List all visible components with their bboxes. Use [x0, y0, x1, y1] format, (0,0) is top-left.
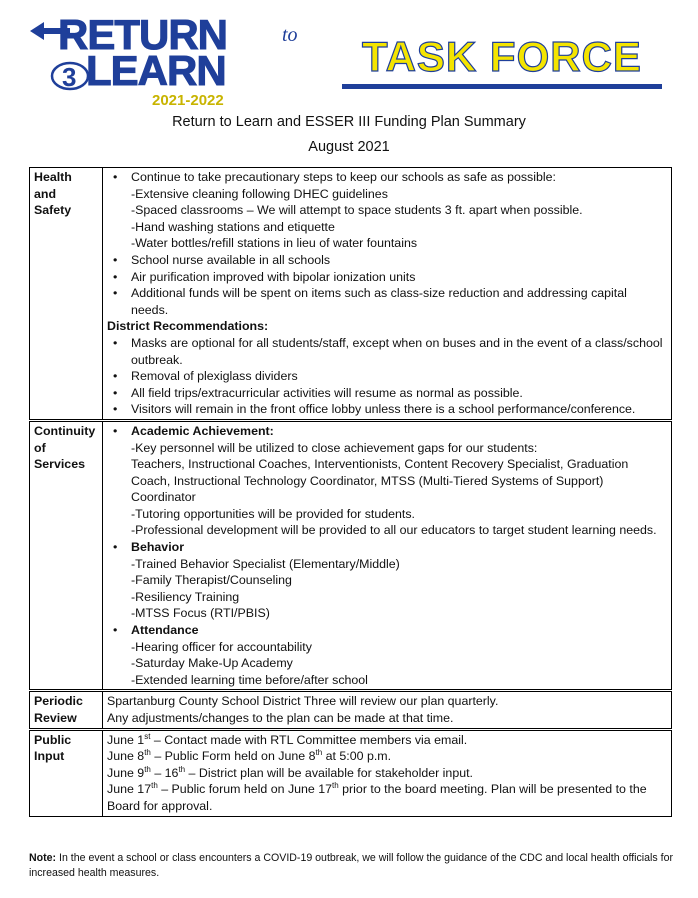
- academic-achievement-item: • Academic Achievement: -Key personnel will be utilized to close achievement gaps for our students: Teachers, Instructional Coaches, Interventionists, Content Recovery Specialist, Graduation Coach, Instructional Technology Coordinator, MTSS (Multi-Tiered Systems of Support) Coordinator -Tutoring opportunities will be provided for students. -Professional development will be provided to all our educators to target student learning needs.: [107, 423, 667, 539]
- sub-item: -Hand washing stations and etiquette: [131, 219, 335, 234]
- logo-learn-text: LEARN: [86, 47, 226, 94]
- continuity-row: [30, 420, 672, 691]
- sub-item: -Water bottles/refill stations in lieu of water fountains: [131, 236, 418, 251]
- public-input-line: June 8th – Public Form held on June 8th at 5:00 p.m.: [107, 748, 392, 764]
- sub-item: -Extended learning time before/after school: [131, 672, 368, 687]
- public-input-line: June 17th – Public forum held on June 17th prior to the board meeting. Plan will be presented to the Board for approval.: [107, 781, 647, 813]
- periodic-line: Any adjustments/changes to the plan can be made at that time.: [107, 711, 454, 725]
- sub-item: -Saturday Make-Up Academy: [131, 656, 293, 671]
- public-input-label: Public Input: [30, 729, 103, 816]
- health-safety-label: Health and Safety: [30, 168, 103, 421]
- sub-item: -Extensive cleaning following DHEC guidelines: [131, 186, 388, 201]
- sub-item: -Hearing officer for accountability: [131, 639, 312, 654]
- plan-summary-table: [29, 167, 672, 817]
- logo-year: 2021-2022: [152, 92, 224, 109]
- sub-item: -Tutoring opportunities will be provided for students.: [131, 506, 415, 521]
- health-safety-row: [30, 168, 672, 421]
- swoosh-3-icon: [50, 54, 90, 94]
- task-force-logo: TASK FORCE: [362, 33, 642, 80]
- recommendation-item: • All field trips/extracurricular activities will resume as normal as possible.: [107, 385, 667, 402]
- recommendation-item: • Removal of plexiglass dividers: [107, 368, 667, 385]
- health-bullet-funds: • Additional funds will be spent on items such as class-size reduction and addressing capital needs.: [107, 285, 667, 318]
- task-force-underline: [342, 84, 662, 89]
- document-date: August 2021: [308, 139, 390, 155]
- sub-item: -Professional development will be provided to all our educators to target student learning needs.: [131, 523, 657, 538]
- return-to-learn-logo: [30, 4, 320, 112]
- footer-note: Note: In the event a school or class encounters a COVID-19 outbreak, we will follow the guidance of the CDC and local health officials for increased health measures.: [29, 852, 674, 879]
- health-bullet-air: • Air purification improved with bipolar ionization units: [107, 269, 667, 286]
- logo-return-text: RETURN: [58, 11, 227, 58]
- continuity-content: [103, 420, 672, 691]
- sub-item: Teachers, Instructional Coaches, Interventionists, Content Recovery Specialist, Graduation Coach, Instructional Technology Coordinator, MTSS (Multi-Tiered Systems of Support) Coordinator: [131, 457, 629, 505]
- sub-item: -Key personnel will be utilized to close achievement gaps for our students:: [131, 440, 538, 455]
- sub-item: -Spaced classrooms – We will attempt to space students 3 ft. apart when possible.: [131, 203, 583, 218]
- periodic-review-row: [30, 691, 672, 729]
- health-safety-content: [103, 168, 672, 421]
- periodic-review-content: [103, 691, 672, 729]
- sub-item: -Trained Behavior Specialist (Elementary/Middle): [131, 556, 400, 571]
- public-input-content: [103, 729, 672, 816]
- sub-item: -MTSS Focus (RTI/PBIS): [131, 606, 270, 621]
- sub-item: -Family Therapist/Counseling: [131, 573, 292, 588]
- health-bullet-nurse: • School nurse available in all schools: [107, 252, 667, 269]
- health-bullet-precautions: • Continue to take precautionary steps to keep our schools as safe as possible: -Extensive cleaning following DHEC guidelines -Spaced classrooms – We will attempt to space students 3 ft. apart when possible. -Hand washing stations and etiquette -Water bottles/refill stations in lieu of water fountains: [107, 169, 667, 252]
- public-input-line: June 9th – 16th – District plan will be available for stakeholder input.: [107, 764, 473, 780]
- attendance-item: • Attendance -Hearing officer for accountability -Saturday Make-Up Academy -Extended learning time before/after school: [107, 622, 667, 688]
- logo-to-text: to: [282, 24, 298, 46]
- svg-text:3: 3: [62, 62, 77, 92]
- continuity-label: Continuity of Services: [30, 420, 103, 691]
- sub-item: -Resiliency Training: [131, 589, 240, 604]
- periodic-review-label: Periodic Review: [30, 691, 103, 729]
- public-input-row: [30, 729, 672, 816]
- document-title: Return to Learn and ESSER III Funding Plan Summary: [172, 114, 526, 130]
- district-recommendations-heading: District Recommendations:: [107, 319, 269, 334]
- recommendation-item: • Masks are optional for all students/staff, except when on buses and in the event of a class/school outbreak.: [107, 335, 667, 368]
- public-input-line: June 1st – Contact made with RTL Committee members via email.: [107, 731, 468, 747]
- recommendation-item: • Visitors will remain in the front office lobby unless there is a school performance/conference.: [107, 401, 667, 418]
- periodic-line: Spartanburg County School District Three will review our plan quarterly.: [107, 694, 499, 709]
- behavior-item: • Behavior -Trained Behavior Specialist (Elementary/Middle) -Family Therapist/Counseling -Resiliency Training -MTSS Focus (RTI/PBIS): [107, 539, 667, 622]
